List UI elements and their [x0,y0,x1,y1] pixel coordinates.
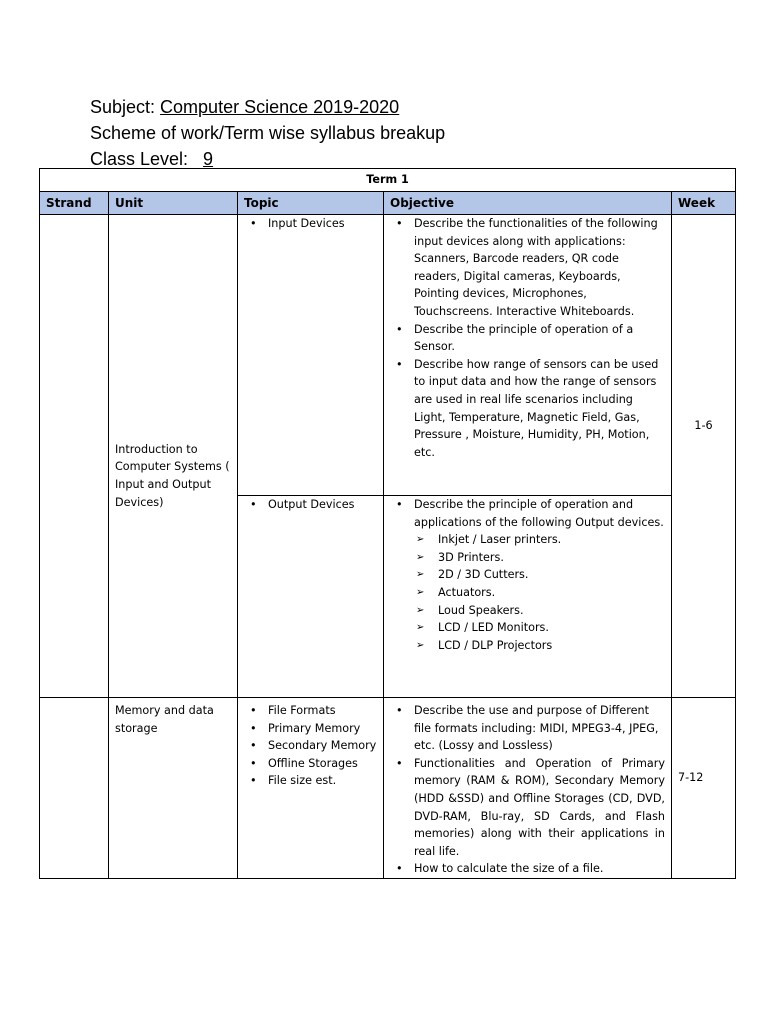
scheme-title: Scheme of work/Term wise syllabus breakup [90,123,446,143]
topic-item: • File size est. [244,772,377,790]
topic-item: • Input Devices [244,215,377,233]
topic-item: • Primary Memory [244,720,377,738]
column-header-strand: Strand [40,192,109,215]
class-level-prefix: Class Level: [90,149,204,169]
objective-item: • Describe how range of sensors can be used to input data and how the range of sensors are used in real life scenarios including Light, Temperature, Magnetic Field, Gas, Pressure , Moisture, Humidity, PH, Motion, etc. [390,356,665,462]
output-device-item: ➢ Loud Speakers. [414,602,665,620]
subject-value: Computer Science 2019-2020 [160,97,400,117]
topic-cell [238,698,384,879]
output-device-item: ➢ 3D Printers. [414,549,665,567]
week-cell: 7-12 [672,698,736,879]
objective-cell [384,215,672,496]
topic-cell [238,496,384,698]
objective-item: • Describe the principle of operation of a Sensor. [390,321,665,356]
objective-item: • Describe the functionalities of the following input devices along with applications: Scanners, Barcode readers, QR code readers, Digital cameras, Keyboards, Pointing devices, Microphones, Touchscreens. Interactive Whiteboards. [390,215,665,321]
objective-cell [384,698,672,879]
objective-intro: Describe the principle of operation and applications of the following Output devices. [414,498,664,529]
objective-item [390,496,665,654]
column-header-unit: Unit [109,192,238,215]
column-header-week: Week [672,192,736,215]
topic-item: • File Formats [244,702,377,720]
output-device-item: ➢ Inkjet / Laser printers. [414,531,665,549]
subject-line [90,94,445,120]
strand-cell [40,215,109,698]
class-level-value: 9 [203,149,214,169]
strand-cell [40,698,109,879]
objective-cell [384,496,672,698]
term-header: Term 1 [40,169,736,192]
output-device-item: ➢ LCD / DLP Projectors [414,637,665,655]
objective-item: • Functionalities and Operation of Primary memory (RAM & ROM), Secondary Memory (HDD &SSD) and Offline Storages (CD, DVD, DVD-RAM, Blu-ray, SD Cards, and Flash memories) along with their applications in real life. [390,755,665,861]
output-device-item: ➢ 2D / 3D Cutters. [414,566,665,584]
output-device-item: ➢ LCD / LED Monitors. [414,619,665,637]
table-row [40,698,736,879]
topic-cell [238,215,384,496]
topic-item: • Output Devices [244,496,377,514]
week-cell: 1-6 [672,215,736,698]
column-header-topic: Topic [238,192,384,215]
unit-cell: Memory and data storage [109,698,238,879]
topic-item: • Secondary Memory [244,737,377,755]
column-header-objective: Objective [384,192,672,215]
document-header [90,94,445,172]
output-device-item: ➢ Actuators. [414,584,665,602]
unit-cell: Introduction to Computer Systems ( Input and Output Devices) [109,215,238,698]
topic-item: • Offline Storages [244,755,377,773]
table-row [40,215,736,496]
objective-item: • Describe the use and purpose of Different file formats including: MIDI, MPEG3-4, JPEG, etc. (Lossy and Lossless) [390,702,665,755]
syllabus-table [39,168,736,879]
objective-item: • How to calculate the size of a file. [390,860,665,878]
subject-prefix: Subject: [90,97,161,117]
